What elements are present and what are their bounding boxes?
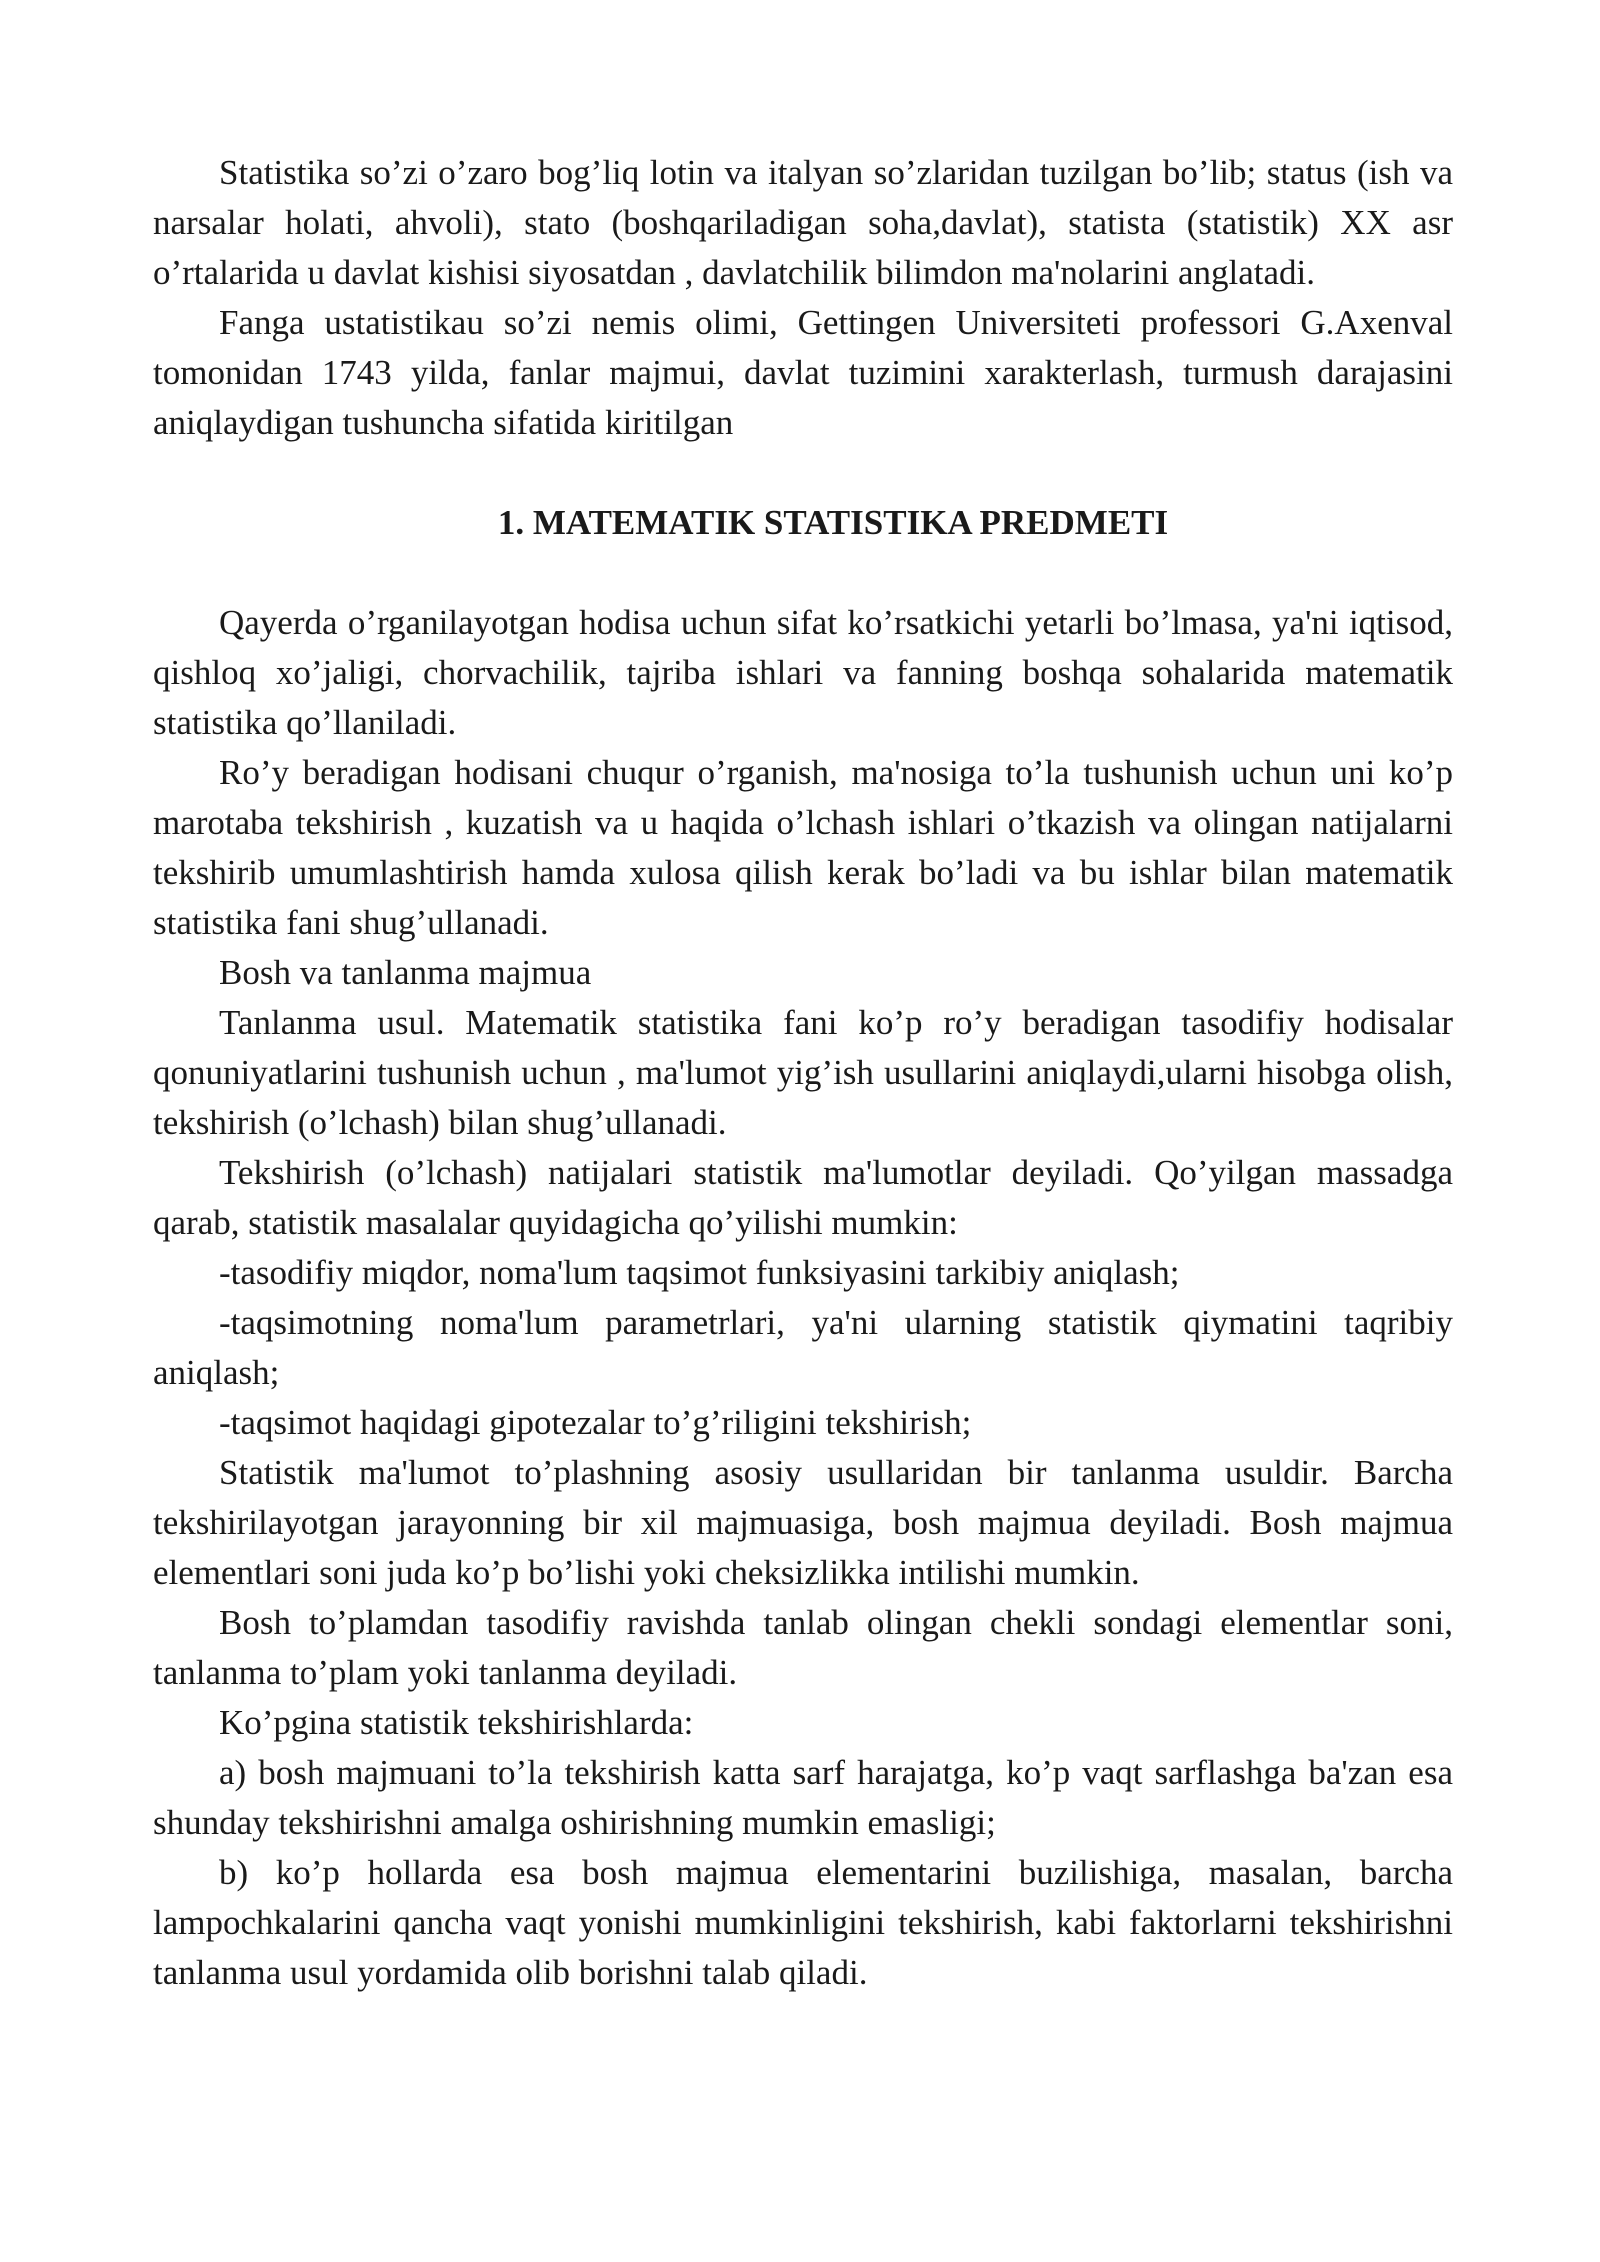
body-paragraph: Statistik ma'lumot to’plashning asosiy usullaridan bir tanlanma usuldir. Barcha tekshirilayotgan jarayonning bir xil majmuasiga, bosh majmua deyiladi. Bosh majmua elementlari soni juda ko’p bo’lishi yoki cheksizlikka intilishi mumkin.: [153, 1453, 1453, 1592]
document-page: [153, 148, 1453, 1998]
list-item: -taqsimotning noma'lum parametrlari, ya'ni ularning statistik qiymatini taqribiy aniqlash;: [153, 1303, 1453, 1392]
intro-paragraph: Statistika so’zi o’zaro bog’liq lotin va italyan so’zlaridan tuzilgan bo’lib; status (ish va narsalar holati, ahvoli), stato (boshqariladigan soha,davlat), statista (statistik) XX asr o’rtalarida u davlat kishisi siyosatdan , davlatchilik bilimdon ma'nolarini anglatadi.: [153, 153, 1453, 292]
body-paragraph: Ro’y beradigan hodisani chuqur o’rganish, ma'nosiga to’la tushunish uchun uni ko’p marotaba tekshirish , kuzatish va u haqida o’lchash ishlari o’tkazish va olingan natijalarni tekshirib umumlashtirish hamda xulosa qilish kerak bo’ladi va bu ishlar bilan matematik statistika fani shug’ullanadi.: [153, 753, 1453, 942]
list-item: a) bosh majmuani to’la tekshirish katta sarf harajatga, ko’p vaqt sarflashga ba'zan esa shunday tekshirishni amalga oshirishning mumkin emasligi;: [153, 1753, 1453, 1842]
body-paragraph: Bosh to’plamdan tasodifiy ravishda tanlab olingan chekli sondagi elementlar soni, tanlanma to’plam yoki tanlanma deyiladi.: [153, 1603, 1453, 1692]
body-paragraph: Tanlanma usul. Matematik statistika fani ko’p ro’y beradigan tasodifiy hodisalar qonuniyatlarini tushunish uchun , ma'lumot yig’ish usullarini aniqlaydi,ularni hisobga olish, tekshirish (o’lchash) bilan shug’ullanadi.: [153, 1003, 1453, 1142]
body-paragraph: Qayerda o’rganilayotgan hodisa uchun sifat ko’rsatkichi yetarli bo’lmasa, ya'ni iqtisod, qishloq xo’jaligi, chorvachilik, tajriba ishlari va fanning boshqa sohalarida matematik statistika qo’llaniladi.: [153, 603, 1453, 742]
body-paragraph: Tekshirish (o’lchash) natijalari statistik ma'lumotlar deyiladi. Qo’yilgan massadga qarab, statistik masalalar quyidagicha qo’yilishi mumkin:: [153, 1153, 1453, 1242]
intro-paragraph: Fanga ustatistikau so’zi nemis olimi, Gettingen Universiteti professori G.Axenval tomonidan 1743 yilda, fanlar majmui, davlat tuzimini xarakterlash, turmush darajasini aniqlaydigan tushuncha sifatida kiritilgan: [153, 303, 1453, 442]
list-item: -taqsimot haqidagi gipotezalar to’g’riligini tekshirish;: [219, 1403, 972, 1442]
subheading-paragraph: Bosh va tanlanma majmua: [219, 953, 592, 992]
list-item: -tasodifiy miqdor, noma'lum taqsimot funksiyasini tarkibiy aniqlash;: [219, 1253, 1180, 1292]
list-item: b) ko’p hollarda esa bosh majmua elementarini buzilishiga, masalan, barcha lampochkalarini qancha vaqt yonishi mumkinligini tekshirish, kabi faktorlarni tekshirishni tanlanma usul yordamida olib borishni talab qiladi.: [153, 1853, 1453, 1992]
body-paragraph: Ko’pgina statistik tekshirishlarda:: [219, 1703, 694, 1742]
section-heading: 1. MATEMATIK STATISTIKA PREDMETI: [497, 503, 1169, 542]
